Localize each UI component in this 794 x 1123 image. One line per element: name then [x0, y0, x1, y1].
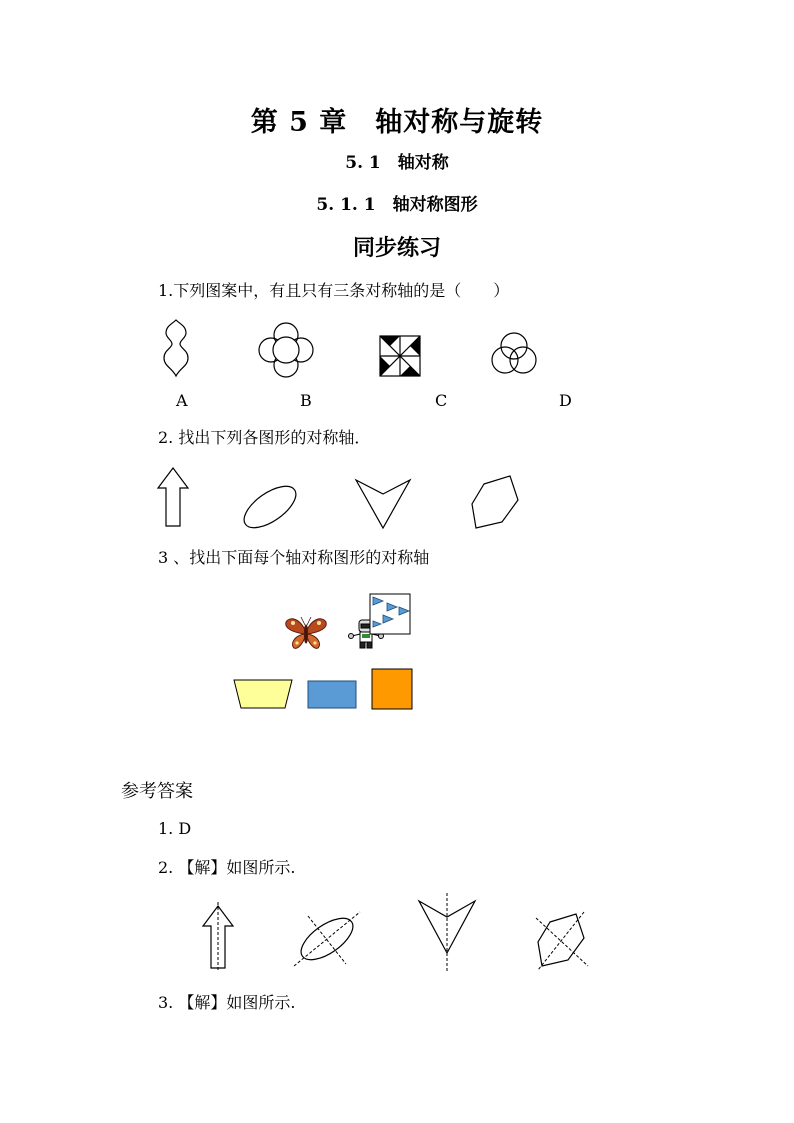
q1-figure-c [378, 334, 422, 378]
option-label-a: A [176, 391, 188, 410]
answer-2-text: 2. 【解】如图所示. [158, 858, 296, 877]
option-label-c: C [435, 391, 448, 410]
q1-figure-a [158, 318, 194, 378]
answer-dart-with-axis [417, 893, 477, 973]
butterfly-image [284, 614, 328, 652]
answer-heading: 参考答案 [121, 781, 193, 802]
answer-ellipse-with-axes [292, 908, 362, 970]
section-title: 5. 1 轴对称 [345, 153, 449, 173]
answer-arrow-with-axis [200, 902, 236, 972]
yellow-trapezoid [233, 679, 293, 709]
q2-dart-shape [354, 476, 412, 530]
option-label-d: D [559, 391, 572, 410]
chapter-title: 第 5 章 轴对称与旋转 [250, 107, 544, 138]
practice-title: 同步练习 [352, 235, 441, 261]
q2-ellipse-shape [240, 484, 300, 530]
triangle-flags-square [369, 593, 411, 635]
answer-3-text: 3. 【解】如图所示. [158, 993, 296, 1012]
option-label-b: B [300, 391, 312, 410]
q2-arrow-shape [156, 466, 190, 528]
subsection-title: 5. 1. 1 轴对称图形 [316, 195, 478, 215]
question-2-text: 2. 找出下列各图形的对称轴． [158, 428, 371, 447]
question-1-text: 1.下列图案中，有且只有三条对称轴的是（ ） [158, 281, 510, 300]
blue-rectangle [307, 680, 357, 710]
q2-hexagon-shape [470, 474, 520, 530]
orange-square [371, 668, 413, 710]
q1-figure-b [258, 322, 314, 378]
answer-1-text: 1. D [158, 819, 192, 838]
answer-hexagon-with-axes [532, 910, 592, 972]
question-3-text: 3 、找出下面每个轴对称图形的对称轴 [158, 548, 430, 567]
q1-figure-d [488, 326, 540, 376]
